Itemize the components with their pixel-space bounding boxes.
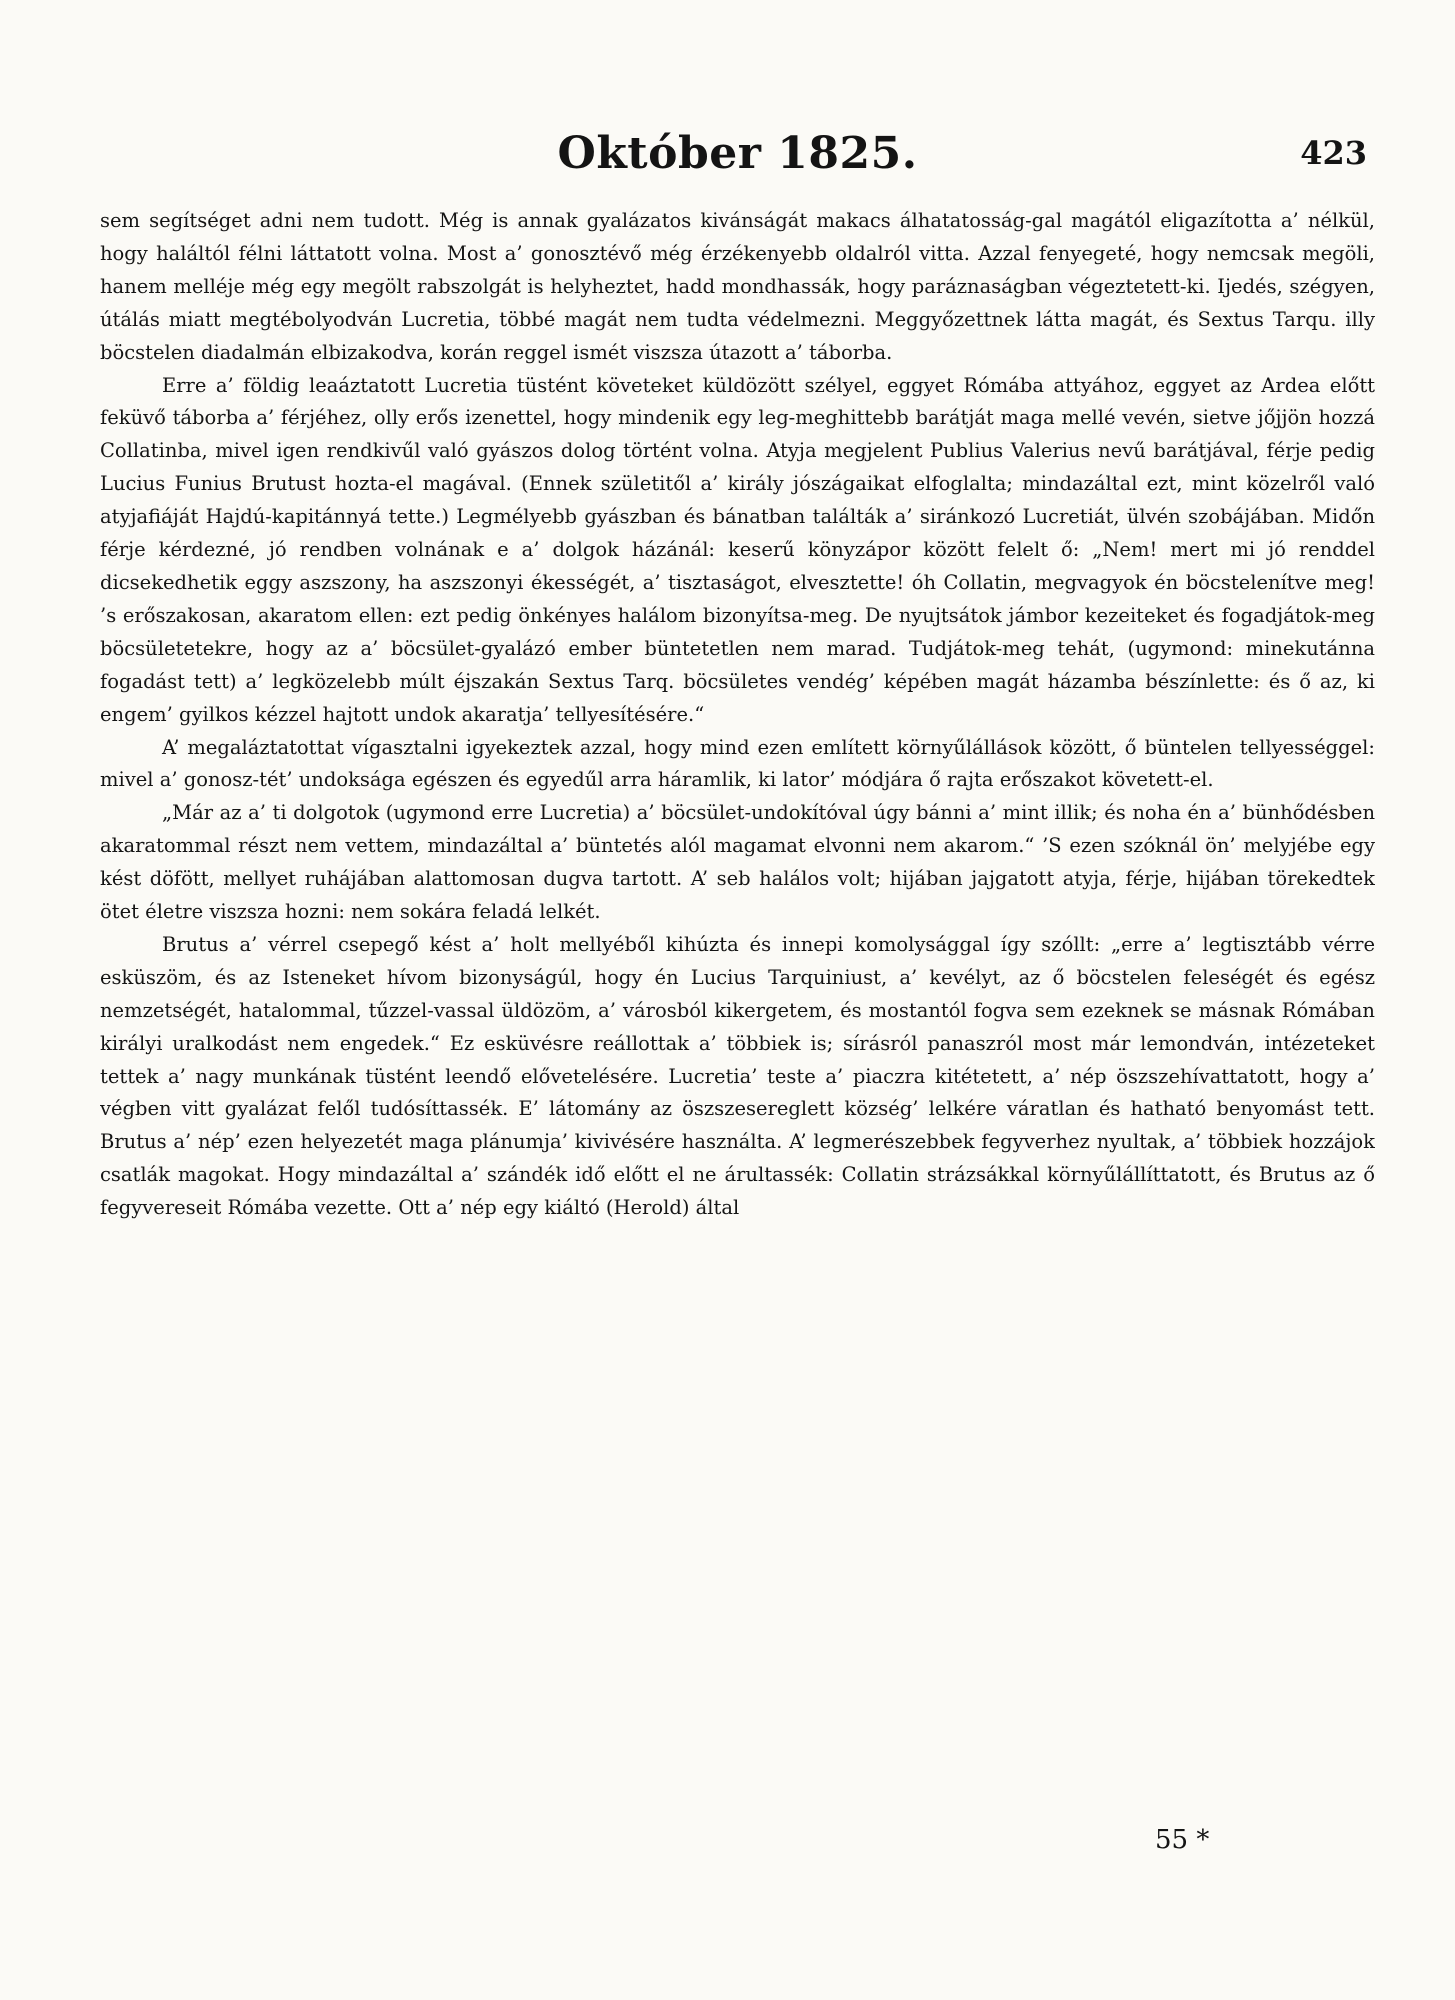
paragraph-2: Erre a’ földig leaáztatott Lucretia tüstént követeket küldözött szélyel, eggyet Rómába attyához, eggyet az Ardea előtt feküvő táborba a’ férjéhez, olly erős izenettel, hogy mindenik egy leg-meghittebb barátját maga mellé vevén, sietve jőjjön hozzá Collatinba, mivel igen rendkivűl való gyászos dolog történt volna. Atyja megjelent Publius Valerius nevű barátjával, férje pedig Lucius Funius Brutust hozta-el magával. (Ennek születitől a’ király jószágaikat elfoglalta; mindazáltal ezt, mint közelről való atyjafiáját Hajdú-kapitánnyá tette.) Legmélyebb gyászban és bánatban találták a’ siránkozó Lucretiát, ülvén szobájában. Midőn férje kérdezné, jó rendben volnának e a’ dolgok házánál: keserű könyzápor között felelt ő: „Nem! mert mi jó renddel dicsekedhetik eggy aszszony, ha aszszonyi ékességét, a’ tisztaságot, elvesztette! óh Collatin, megvagyok én böcstelenítve meg! ’s erőszakosan, akaratom ellen: ezt pedig önkényes halálom bizonyítsa-meg. De nyujtsátok jámbor kezeiteket és fogadjátok-meg böcsületetekre, hogy az a’ böcsület-gyalázó ember büntetetlen nem marad. Tudjátok-meg tehát, (ugymond: minekutánna fogadást tett) a’ legközelebb múlt éjszakán Sextus Tarq. böcsületes vendég’ képében magát házamba bészínlette: és ő az, ki engem’ gyilkos kézzel hajtott undok akaratja’ tellyesítésére.“ (100, 373, 1375, 726)
page-title: Október 1825. (557, 128, 918, 179)
page-header (100, 122, 1375, 182)
signature-mark: 55 * (1155, 1825, 1210, 1855)
paragraph-3: A’ megaláztatottat vígasztalni igyekeztek azzal, hogy mind ezen említett környűlállások között, ő büntelen tellyességgel: mivel a’ gonosz-tét’ undoksága egészen és egyedűl arra háramlik, ki lator’ módjára ő rajta erőszakot követett-el. (100, 735, 1375, 792)
page-number: 423 (1300, 134, 1367, 172)
paragraph-4: „Már az a’ ti dolgotok (ugymond erre Lucretia) a’ böcsület-undokítóval úgy bánni a’ mint illik; és noha én a’ bünhődésben akaratommal részt nem vettem, mindazáltal a’ büntetés alól magamat elvonni nem akarom.“ ’S ezen szóknál ön’ melyjébe egy kést döfött, mellyet ruhájában alattomosan dugva tartott. A’ seb halálos volt; hijában jajgatott atyja, férje, hijában törekedtek ötet életre viszsza hozni: nem sokára feladá lelkét. (100, 801, 1375, 924)
paragraph-1: sem segítséget adni nem tudott. Még is annak gyalázatos kivánságát makacs álhatatosság-gal magától eligazította a’ nélkül, hogy haláltól félni láttatott volna. Most a’ gonosztévő még érzékenyebb oldalról vitta. Azzal fenyegeté, hogy nemcsak megöli, hanem melléje még egy megölt rabszolgát is helyheztet, hadd mondhassák, hogy paráznaságban végeztetett-ki. Ijedés, szégyen, útálás miatt megtébolyodván Lucretia, többé magát nem tudta védelmezni. Meggyőzettnek látta magát, és Sextus Tarqu. illy böcstelen diadalmán elbizakodva, korán reggel ismét viszsza útazott a’ táborba. (100, 209, 1375, 364)
body-text (100, 205, 1375, 1225)
paragraph-5: Brutus a’ vérrel csepegő kést a’ holt mellyéből kihúzta és innepi komolysággal így szóllt: „erre a’ legtisztább vérre esküszöm, és az Isteneket hívom bizonyságúl, hogy én Lucius Tarquiniust, a’ kevélyt, az ő böcstelen feleségét és egész nemzetségét, hatalommal, tűzzel-vassal üldözöm, a’ városból kikergetem, és mostantól fogva sem ezeknek se másnak Rómában királyi uralkodást nem engedek.“ Ez esküvésre reállottak a’ többiek is; sírásról panaszról most már lemondván, intézeteket tettek a’ nagy munkának tüstént leendő elővetelésére. Lucretia’ teste a’ piaczra kitétetett, a’ nép öszszehívattatott, hogy a’ végben vitt gyalázat felől tudósíttassék. E’ látomány az öszszesereglett község’ lelkére váratlan és hatható benyomást tett. Brutus a’ nép’ ezen helyezetét maga plánumja’ kivivésére használta. A’ legmerészebbek fegyverhez nyultak, a’ többiek hozzájok csatlák magokat. Hogy mindazáltal a’ szándék idő előtt el ne árultassék: Collatin strázsákkal környűlállíttatott, és Brutus az ő fegyvereseit Rómába vezette. Ott a’ nép egy kiáltó (Herold) által (100, 932, 1375, 1220)
